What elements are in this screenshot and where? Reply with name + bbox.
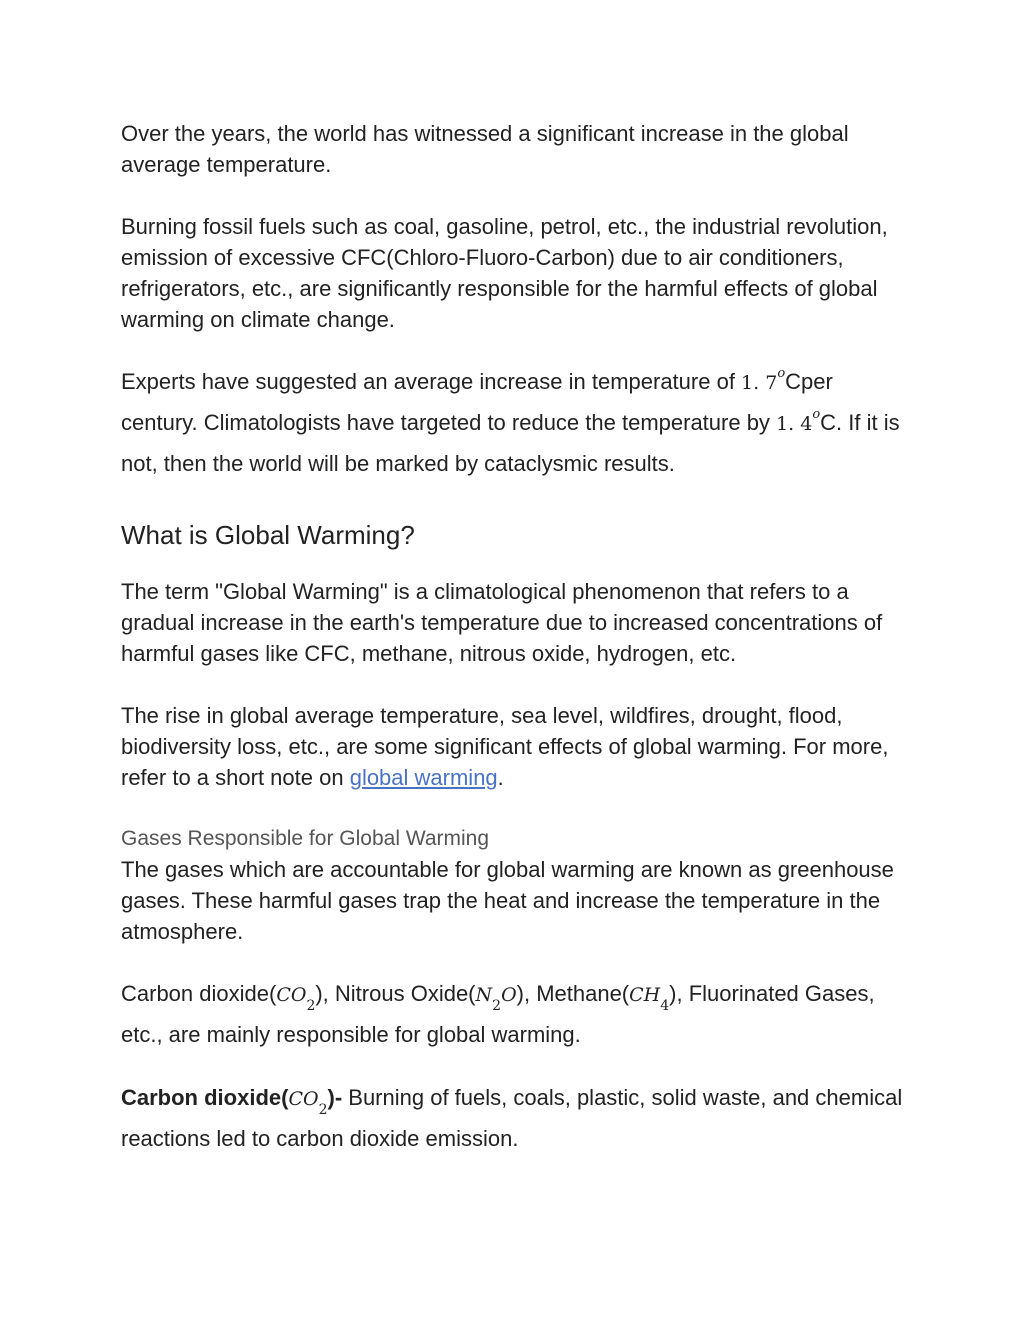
causes-paragraph: Burning fossil fuels such as coal, gasoline, petrol, etc., the industrial revolution, emission of excessive CFC(Chloro-Fluoro-Carbon) due to air conditioners, refrigerators, etc., are significantly responsible for the harmful effects of global warming on climate change. <box>121 214 888 332</box>
effects-end: . <box>497 765 504 790</box>
carbon-dioxide-label-b: )- <box>327 1085 343 1110</box>
greenhouse-paragraph: The gases which are accountable for global warming are known as greenhouse gases. These harmful gases trap the heat and increase the temperature in the atmosphere. <box>121 857 894 944</box>
temperature-text-b: Cper century. Climatologists have targeted to reduce the temperature by <box>121 369 833 435</box>
gases-list-paragraph <box>121 974 911 1055</box>
co2-subscript-bold: 2 <box>318 1102 328 1118</box>
document-page <box>121 118 911 1159</box>
intro-paragraph: Over the years, the world has witnessed a significant increase in the global average temperature. <box>121 121 849 177</box>
temperature-text-a: Experts have suggested an average increase in temperature of <box>121 369 742 394</box>
n2o-formula-n: N <box>475 984 493 1006</box>
n2o-formula-o: O <box>501 984 517 1006</box>
co2-formula: CO <box>276 984 307 1006</box>
gases-text-4: ), Fluorinated Gases, etc., are mainly responsible for global warming. <box>121 981 875 1047</box>
heading-gases-responsible: Gases Responsible for Global Warming <box>121 827 490 850</box>
degree-symbol-2: o <box>812 407 821 422</box>
global-warming-link[interactable]: global warming <box>349 765 498 790</box>
temperature-text-c: C. If it is not, then the world will be marked by cataclysmic results. <box>121 410 900 476</box>
co2-subscript: 2 <box>306 998 316 1014</box>
n2o-subscript: 2 <box>492 998 502 1014</box>
ch4-formula: CH <box>629 984 661 1006</box>
effects-paragraph <box>121 700 911 793</box>
carbon-dioxide-text: Burning of fuels, coals, plastic, solid waste, and chemical reactions led to carbon dioxide emission. <box>121 1085 903 1151</box>
effects-text: The rise in global average temperature, sea level, wildfires, drought, flood, biodiversity loss, etc., are some significant effects of global warming. For more, refer to a short note on <box>121 703 889 790</box>
heading-what-is-global-warming: What is Global Warming? <box>121 520 415 550</box>
temperature-value-2: 1. 4 <box>776 413 813 435</box>
ch4-subscript: 4 <box>660 998 670 1014</box>
gases-text-3: ), Methane( <box>516 981 630 1006</box>
gases-text-1: Carbon dioxide( <box>121 981 277 1006</box>
degree-symbol-1: o <box>777 366 786 381</box>
co2-formula-bold: CO <box>288 1088 319 1110</box>
temperature-value-1: 1. 7 <box>741 372 778 394</box>
gases-text-2: ), Nitrous Oxide( <box>315 981 476 1006</box>
definition-paragraph: The term "Global Warming" is a climatological phenomenon that refers to a gradual increase in the earth's temperature due to increased concentrations of harmful gases like CFC, methane, nitrous oxide, hydrogen, etc. <box>121 579 883 666</box>
carbon-dioxide-paragraph <box>121 1078 911 1159</box>
carbon-dioxide-label-a: Carbon dioxide( <box>121 1085 289 1110</box>
temperature-paragraph <box>121 362 911 484</box>
